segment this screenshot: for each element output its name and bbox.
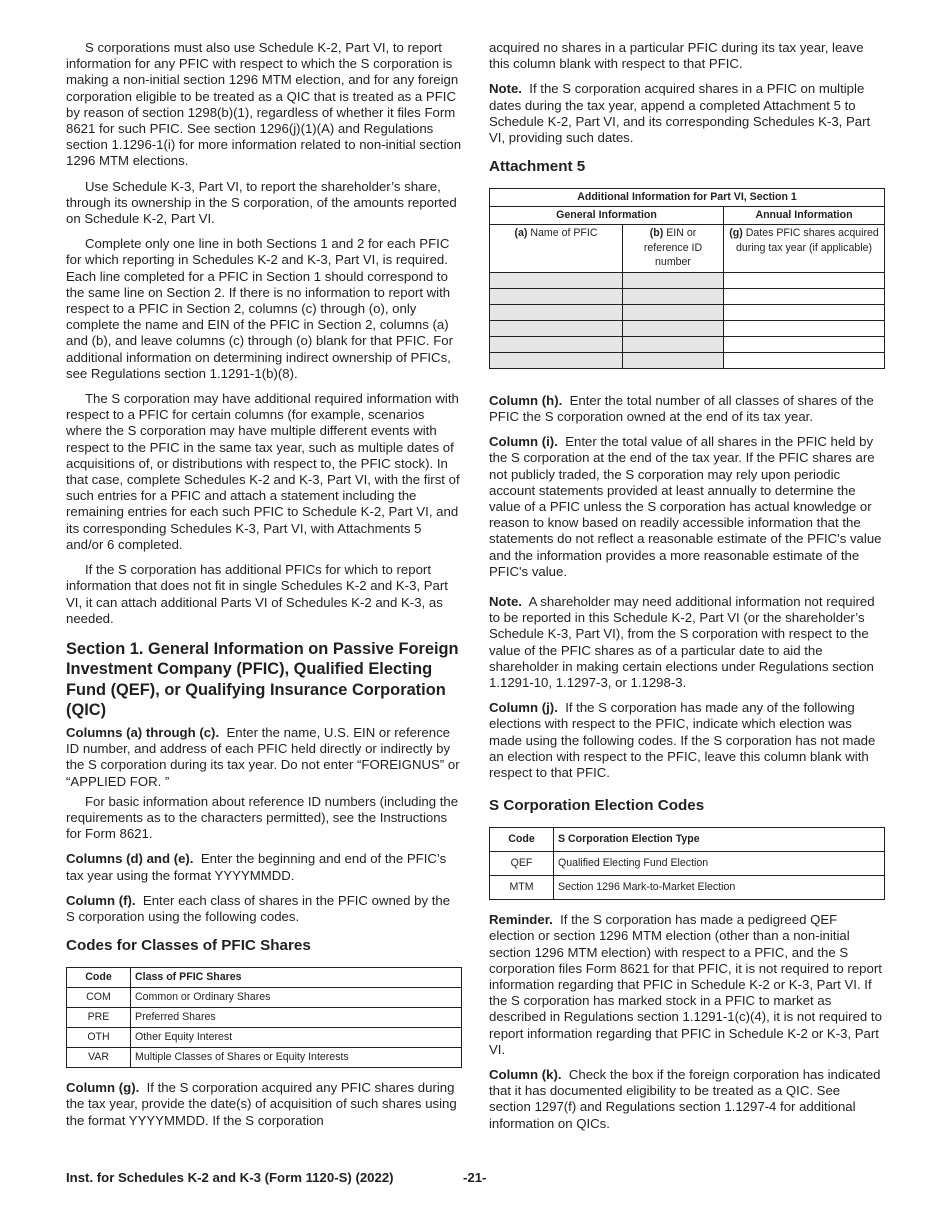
page-number: -21-: [463, 1170, 487, 1185]
column-letter: (g): [729, 227, 743, 240]
table-row: [490, 876, 885, 900]
table-cell: [623, 304, 724, 320]
table-row: [490, 272, 885, 288]
table-cell: PRE: [67, 1008, 131, 1028]
paragraph: Use Schedule K-3, Part VI, to report the shareholder’s share, through its ownership in the S corporation, of the amounts reported on Schedule K-2, Part VI.: [66, 178, 457, 227]
run-in-heading: Column (k).: [489, 1067, 562, 1083]
table-cell: [623, 288, 724, 304]
left-column: [66, 40, 462, 1138]
paragraph: The S corporation may have additional required information with respect to a PFIC for certain columns (for example, scenarios where the S corporation may have multiple different events with respect to the PFIC in the same tax year, such as multiple dates of acquisitions of, or distributions with respect to, the PFIC stock). In that case, complete Schedules K-2 and K-3, Part VI, with the first of such entries for a PFIC and attach a statement including the remaining entries for each such PFIC to Schedule K-2, Part VI, and its corresponding Schedules K-3, Part VI, with Attachments 5 and/or 6 completed.: [66, 391, 460, 552]
table-header: S Corporation Election Type: [554, 828, 885, 852]
table-cell: Other Equity Interest: [131, 1028, 462, 1048]
pfic-share-codes-table: [66, 967, 462, 1068]
codes-heading: Codes for Classes of PFIC Shares: [66, 937, 311, 955]
paragraph: If the S corporation has additional PFICs for which to report information that does not fit in single Schedules K-2 and K-3, Part VI, it can attach additional Parts VI of Schedules K-2 and K-3, as needed.: [66, 562, 448, 626]
table-cell: [724, 272, 885, 288]
column-a-header: [490, 225, 623, 273]
paragraph-text: Enter the name, U.S. EIN or reference ID number, and address of each PFIC held directly or indirectly by the S corporation during its tax year. Do not enter “FOREIGNUS” or “APPLIED FOR. ”: [66, 724, 460, 789]
paragraph: acquired no shares in a particular PFIC during its tax year, leave this column blank with respect to that PFIC.: [489, 40, 864, 72]
footer-title: Inst. for Schedules K-2 and K-3 (Form 1120-S) (2022): [66, 1170, 394, 1185]
page-footer: [66, 1170, 886, 1185]
table-cell: MTM: [490, 876, 554, 900]
table-cell: [490, 352, 623, 368]
election-codes-table: [489, 827, 885, 900]
note-paragraph: [489, 594, 885, 691]
column-h-paragraph: [489, 393, 885, 425]
table-cell: Preferred Shares: [131, 1008, 462, 1028]
table-row: [67, 988, 462, 1008]
columns-a-c-paragraph: [66, 725, 462, 790]
table-header-row: [490, 828, 885, 852]
paragraph: For basic information about reference ID numbers (including the requirements as to the characters permitted), see the Instructions for Form 8621.: [66, 793, 459, 842]
reminder-paragraph: [489, 912, 885, 1058]
paragraph-text: Check the box if the foreign corporation has indicated that it has documented eligibility to be treated as a QIC. See section 1297(f) and Regulations section 1.1297-4 for additional information on QICs.: [489, 1067, 881, 1131]
paragraph-text: Enter the beginning and end of the PFIC’s tax year using the format YYYYMMDD.: [66, 851, 447, 883]
paragraph-text: If the S corporation has made a pedigreed QEF election or section 1296 MTM election (other than a non-initial section 1296 MTM election) with respect to a PFIC, and the S corporation files Form 8621 for that PFIC, it is not required to report information regarding that PFIC in Schedule K-2 or K-3, Part VI. If the S corporation has marked stock in a PFIC to market as described in Regulations section 1.1291-1(c)(4), it is not required to report information regarding that PFIC in Schedule K-2 or K-3, Part VI.: [489, 912, 882, 1057]
table-header: Class of PFIC Shares: [131, 968, 462, 988]
attachment-5-table: [489, 188, 885, 369]
column-label: Name of PFIC: [530, 227, 598, 240]
table-cell: Multiple Classes of Shares or Equity Interests: [131, 1048, 462, 1068]
column-letter: (a): [514, 227, 528, 240]
table-row: [490, 352, 885, 368]
table-cell: [490, 272, 623, 288]
column-k-paragraph: [489, 1067, 885, 1132]
run-in-heading: Column (i).: [489, 434, 558, 450]
table-row: [490, 288, 885, 304]
run-in-heading: Columns (d) and (e).: [66, 851, 194, 867]
table-cell: [623, 336, 724, 352]
run-in-heading: Column (g).: [66, 1080, 140, 1096]
table-header-row: [67, 968, 462, 988]
column-label: Dates PFIC shares acquired during tax year (if applicable): [735, 227, 879, 254]
table-cell: [623, 320, 724, 336]
column-f-paragraph: [66, 893, 462, 925]
table-row: [67, 1028, 462, 1048]
note-label: Note.: [489, 593, 522, 609]
table-cell: [724, 352, 885, 368]
paragraph-text: If the S corporation has made any of the following elections with respect to the PFIC, indicate which election was made using the following codes. If the S corporation has not made an election with respect to the PFIC, leave this column blank with respect to that PFIC.: [489, 700, 876, 780]
table-cell: [490, 288, 623, 304]
table-cell: COM: [67, 988, 131, 1008]
table-cell: OTH: [67, 1028, 131, 1048]
right-column: [489, 40, 885, 1141]
attachment-5-heading: Attachment 5: [489, 158, 586, 176]
column-g-paragraph: [66, 1080, 462, 1129]
table-title: Additional Information for Part VI, Section 1: [490, 189, 885, 207]
table-row: [490, 320, 885, 336]
columns-d-e-paragraph: [66, 851, 462, 883]
table-cell: [724, 336, 885, 352]
table-header: Code: [490, 828, 554, 852]
table-row: [490, 304, 885, 320]
reminder-label: Reminder.: [489, 912, 553, 928]
note-paragraph: [489, 81, 885, 146]
column-letter: (b): [649, 227, 664, 240]
paragraph-text: Enter the total value of all shares in the PFIC held by the S corporation at the end of the tax year. If the PFIC shares are not publicly traded, the S corporation may rely upon periodic account statements provided at least annually to determine the value of a PFIC unless the S corporation has actual knowledge or reason to know based on readily accessible information that the statements do not reflect a reasonable estimate of the PFIC's value and the information provides a more reasonable estimate of the PFIC's value.: [489, 434, 882, 579]
election-codes-heading: S Corporation Election Codes: [489, 797, 705, 815]
group-general-header: General Information: [490, 207, 724, 225]
table-cell: [724, 288, 885, 304]
table-group-row: [490, 207, 885, 225]
table-cell: Qualified Electing Fund Election: [554, 852, 885, 876]
table-cell: [490, 304, 623, 320]
table-cell: [724, 304, 885, 320]
column-label: EIN or reference ID number: [643, 227, 703, 269]
table-row: [490, 852, 885, 876]
table-row: [67, 1048, 462, 1068]
group-annual-header: Annual Information: [724, 207, 885, 225]
table-cell: Common or Ordinary Shares: [131, 988, 462, 1008]
column-i-paragraph: [489, 434, 885, 580]
table-column-header-row: [490, 225, 885, 273]
run-in-heading: Columns (a) through (c).: [66, 724, 220, 740]
paragraph-text: Enter the total number of all classes of shares of the PFIC the S corporation owned at the end of its tax year.: [489, 392, 874, 424]
paragraph: S corporations must also use Schedule K-2, Part VI, to report information for any PFIC with respect to which the S corporation is making a non-initial section 1296 MTM election, and for any foreign corporation eligible to be treated as a QIC that is treated as a PFIC by reason of section 1298(b)(1), regardless of whether it files Form 8621 for such PFIC. See section 1296(j)(1)(A) and Regulations section 1.1296-1(i) for more information related to non-initial section 1296 MTM elections.: [66, 40, 462, 169]
run-in-heading: Column (h).: [489, 392, 563, 408]
table-row: [67, 1008, 462, 1028]
table-cell: VAR: [67, 1048, 131, 1068]
column-g-header: [724, 225, 885, 273]
note-label: Note.: [489, 81, 522, 97]
run-in-heading: Column (f).: [66, 892, 136, 908]
paragraph-text: A shareholder may need additional information not required to be reported in this Schedule K-2, Part VI (or the shareholder’s Schedule K-3, Part VI), from the S corporation with respect to the value of the PFIC shares as of a particular date to aid the shareholder in making certain elections under Regulations section 1.1291-10, 1.1297-3, or 1.1298-3.: [489, 593, 875, 690]
paragraph-text: Enter each class of shares in the PFIC owned by the S corporation using the following codes.: [66, 892, 451, 924]
table-row: [490, 336, 885, 352]
table-cell: [490, 320, 623, 336]
column-b-header: [623, 225, 724, 273]
table-cell: QEF: [490, 852, 554, 876]
table-title-row: [490, 189, 885, 207]
paragraph: Complete only one line in both Sections 1 and 2 for each PFIC for which reporting in Schedules K-2 and K-3, Part VI, is required. Each line completed for a PFIC in Section 1 should correspond to the same line on Section 2. If there is no information to report with respect to a PFIC in Section 2, columns (c) through (o), only complete the name and EIN of the PFIC in Section 2, columns (a) and (b), and leave columns (c) through (o) blank for that PFIC. For additional information on determining indirect ownership of PFICs, see Regulations section 1.1291-1(b)(8).: [66, 236, 454, 381]
table-header: Code: [67, 968, 131, 988]
table-cell: [724, 320, 885, 336]
table-cell: [623, 352, 724, 368]
column-j-paragraph: [489, 700, 885, 781]
run-in-heading: Column (j).: [489, 700, 558, 716]
paragraph-text: If the S corporation acquired any PFIC shares during the tax year, provide the date(s) of acquisition of such shares using the format YYYYMMDD. If the S corporation: [66, 1080, 457, 1128]
table-cell: [623, 272, 724, 288]
section-1-heading: Section 1. General Information on Passive Foreign Investment Company (PFIC), Qualified Electing Fund (QEF), or Qualifying Insurance Corporation (QIC): [66, 639, 459, 720]
table-cell: Section 1296 Mark-to-Market Election: [554, 876, 885, 900]
paragraph-text: If the S corporation acquired shares in a PFIC on multiple dates during the tax year, append a completed Attachment 5 to Schedule K-2, Part VI, and its corresponding Schedules K-3, Part VI, providing such dates.: [489, 81, 871, 146]
table-cell: [490, 336, 623, 352]
